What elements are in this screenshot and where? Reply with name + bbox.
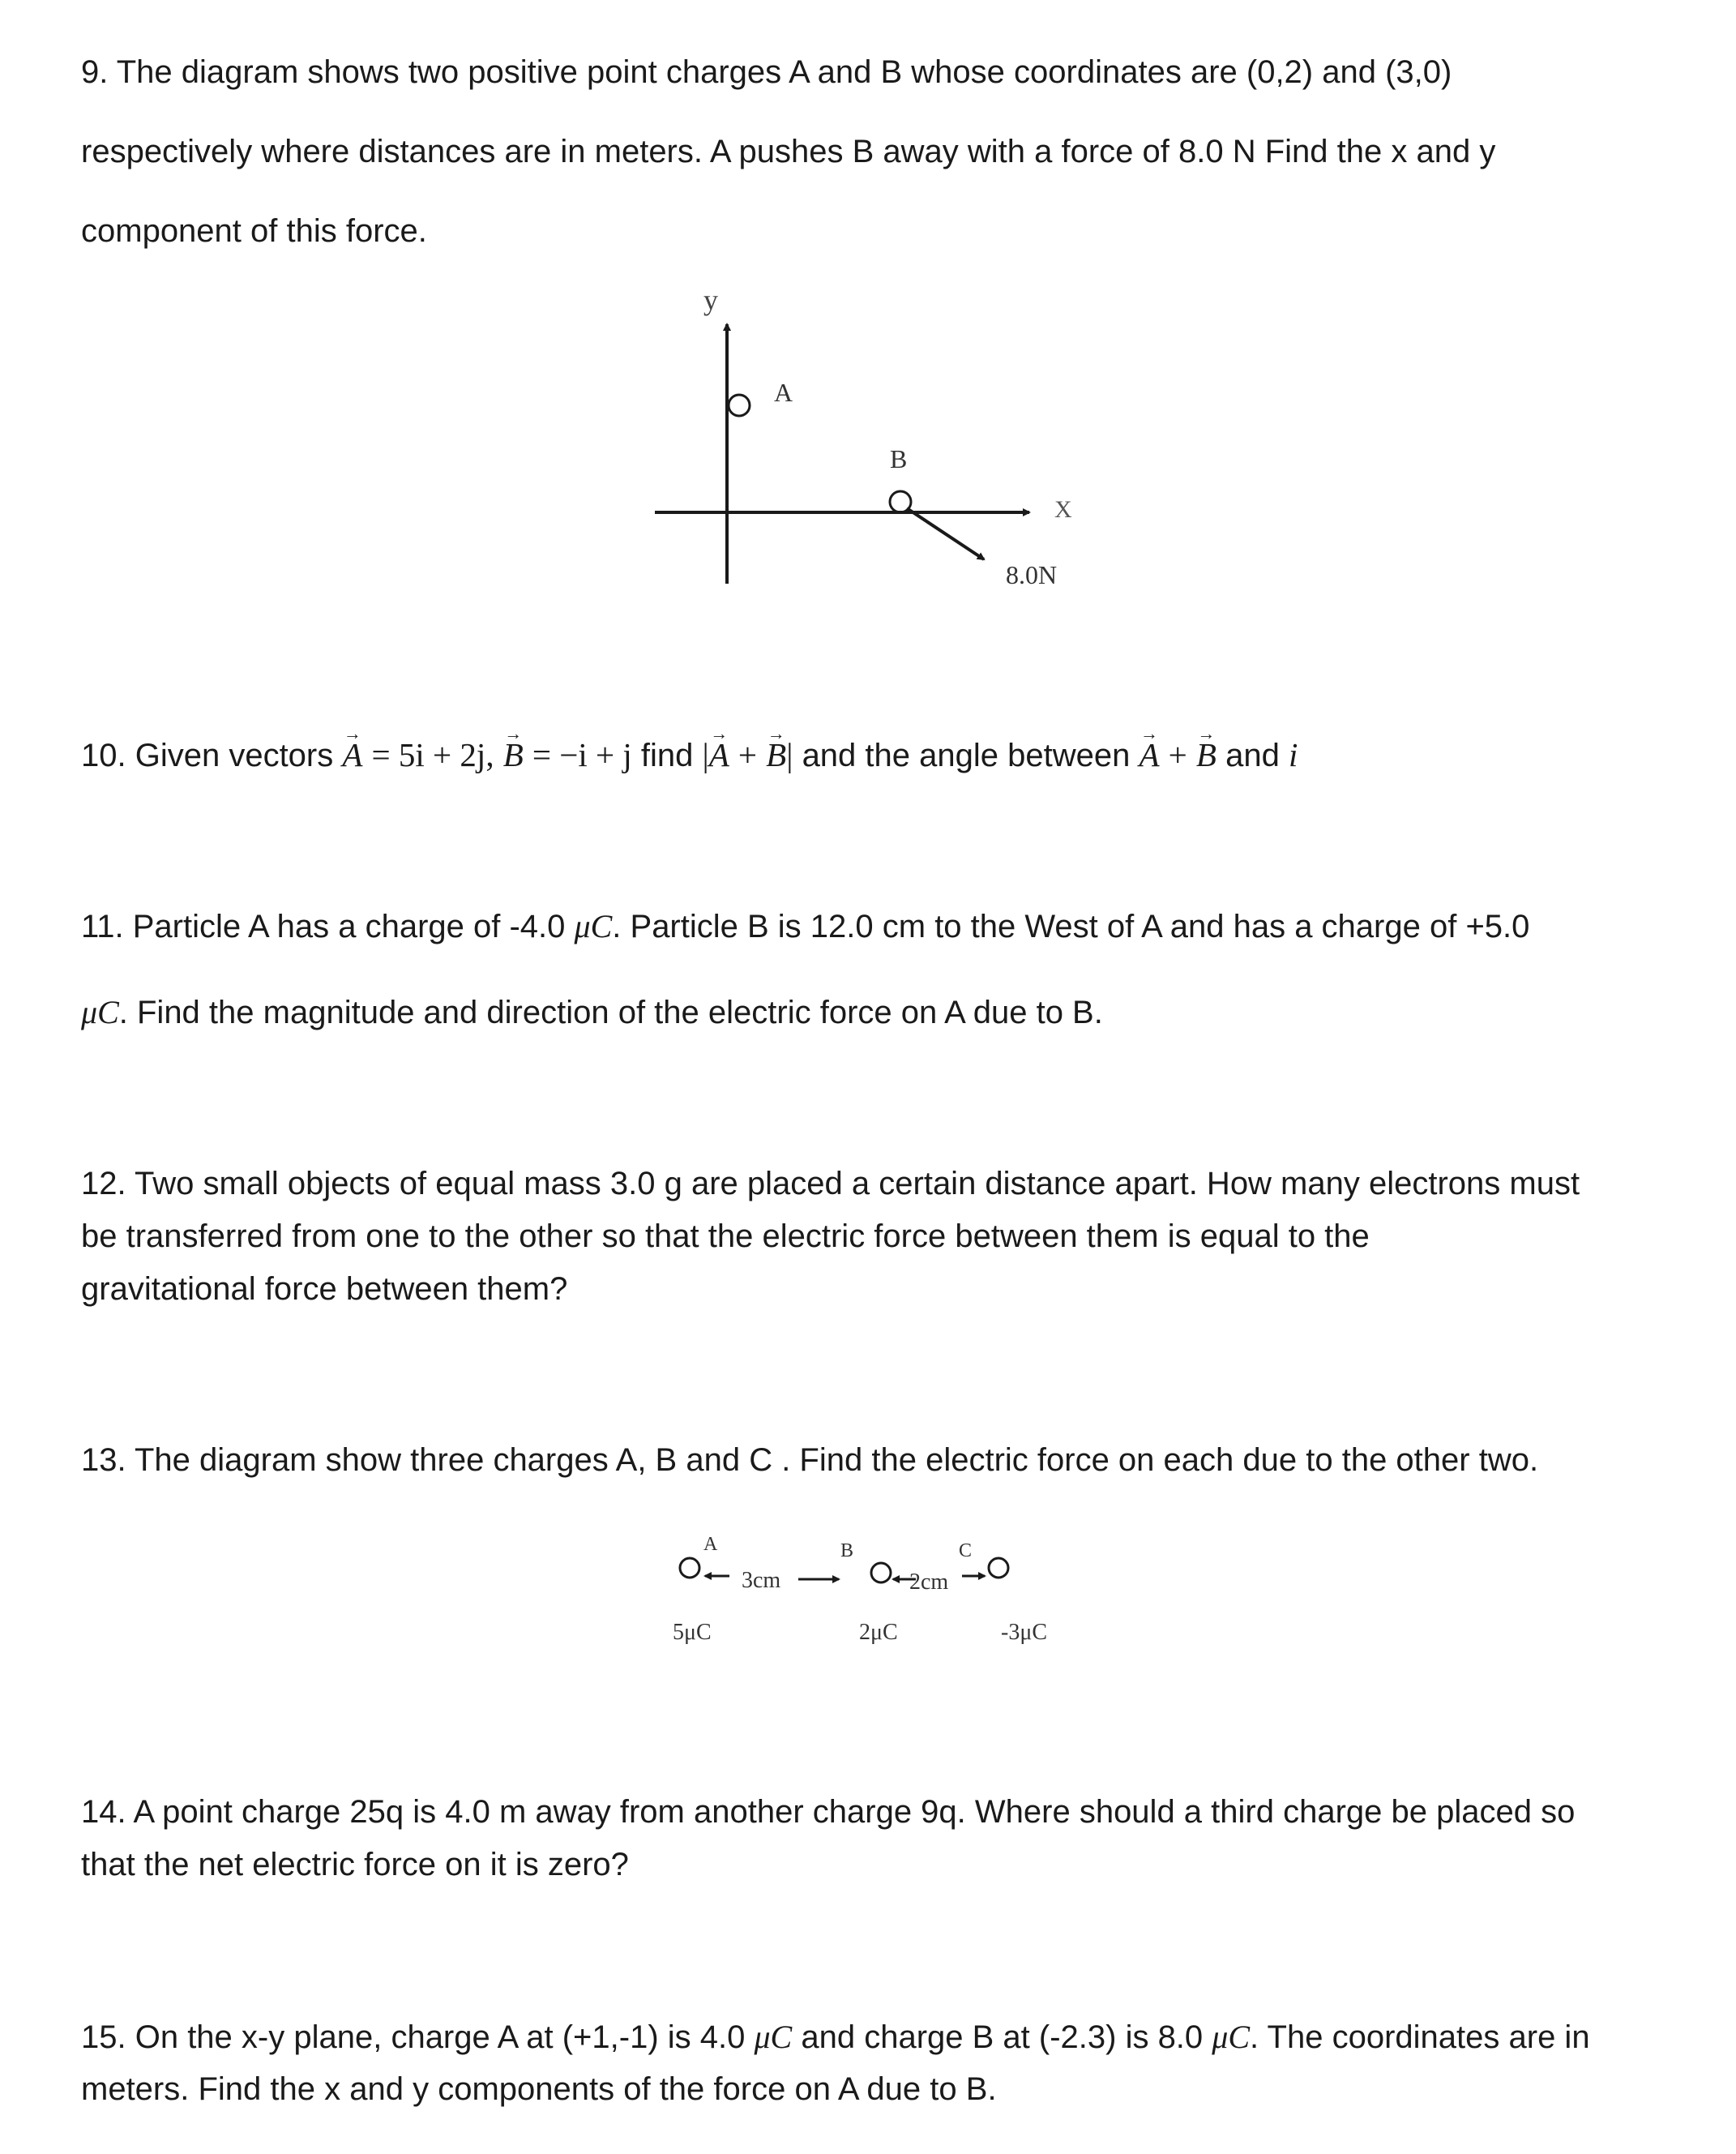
q15-unit-1: μC [754,2019,793,2055]
q13-charge-c [989,1558,1008,1578]
q10-find: find [640,738,694,773]
q10-prefix: 10. Given vectors [81,738,334,773]
q9-charge-a [729,395,750,416]
q12-line-3: gravitational force between them? [81,1271,568,1307]
q14-line-2: that the net electric force on it is zero? [81,1847,629,1882]
q9-y-label: y [703,284,718,316]
q13-label-a: A [703,1534,718,1555]
q13-charge-c-value: -3μC [1001,1620,1048,1645]
q13-dist-ab: 3cm [742,1568,781,1593]
q10-text: 10. Given vectors → A = 5i + 2j, → B = −i + j find |→ A + → B| and the angle between → A + → B and i [81,715,1670,795]
q12-line-1: 12. Two small objects of equal mass 3.0 g are placed a certain distance apart. How many electrons must [81,1166,1580,1201]
q9-force-arrow [907,508,984,559]
q13-charge-b [871,1563,891,1582]
q10-abs-a: → A [709,715,729,794]
q15-line-2: meters. Find the x and y components of the force on A due to B. [81,2071,997,2107]
q10-and: and [1225,738,1280,773]
q11-unit-2: μC [81,994,119,1030]
q9-line-2: respectively where distances are in meters. A pushes B away with a force of 8.0 N Find the x and y [81,134,1496,169]
q15-line-1: 15. On the x-y plane, charge A at (+1,-1) is 4.0 μC and charge B at (-2.3) is 8.0 μC. The coordinates are in [81,2019,1590,2055]
q9-line-1: 9. The diagram shows two positive point charges A and B whose coordinates are (0,2) and (3,0) [81,54,1452,90]
q13-dist-bc: 2cm [909,1569,949,1595]
q13-charge-b-value: 2μC [859,1620,898,1645]
q12-line-2: be transferred from one to the other so that the electric force between them is equal to the [81,1218,1370,1254]
q15-unit-2: μC [1212,2019,1251,2055]
q13-charge-a [680,1558,699,1578]
q9-line-3: component of this force. [81,213,427,249]
q9-force-label: 8.0N [1006,560,1058,589]
q10-vector-a: → A [342,715,362,794]
q10-eq-2: = −i + j [532,736,632,773]
q14-line-1: 14. A point charge 25q is 4.0 m away from another charge 9q. Where should a third charge be placed so [81,1794,1576,1830]
q13-diagram [648,1524,1086,1654]
q10-sum-b: → B [1196,715,1216,794]
q11-line-2: μC. Find the magnitude and direction of the electric force on A due to B. [81,994,1103,1030]
q10-eq-1: = 5i + 2j, [371,736,494,773]
q13-text: 13. The diagram show three charges A, B and C . Find the electric force on each due to the other two. [81,1442,1539,1478]
q9-charge-a-label: A [774,378,793,407]
q10-abs-b: → B [766,715,786,794]
q11-line-1: 11. Particle A has a charge of -4.0 μC. Particle B is 12.0 cm to the West of A and has a charge of +5.0 [81,908,1530,944]
q13-charge-a-value: 5μC [673,1620,712,1645]
q13-label-b: B [840,1540,854,1561]
q11-unit-1: μC [574,908,613,944]
q9-diagram [632,276,1102,600]
q9-charge-b-label: B [890,444,908,473]
q10-sum-a: → A [1139,715,1159,794]
q10-vector-b: → B [503,715,524,794]
q13-label-c: C [959,1540,973,1561]
q9-x-label: X [1054,496,1072,523]
q10-and-angle: and the angle between [802,738,1131,773]
q10-unit-i: i [1288,736,1298,773]
